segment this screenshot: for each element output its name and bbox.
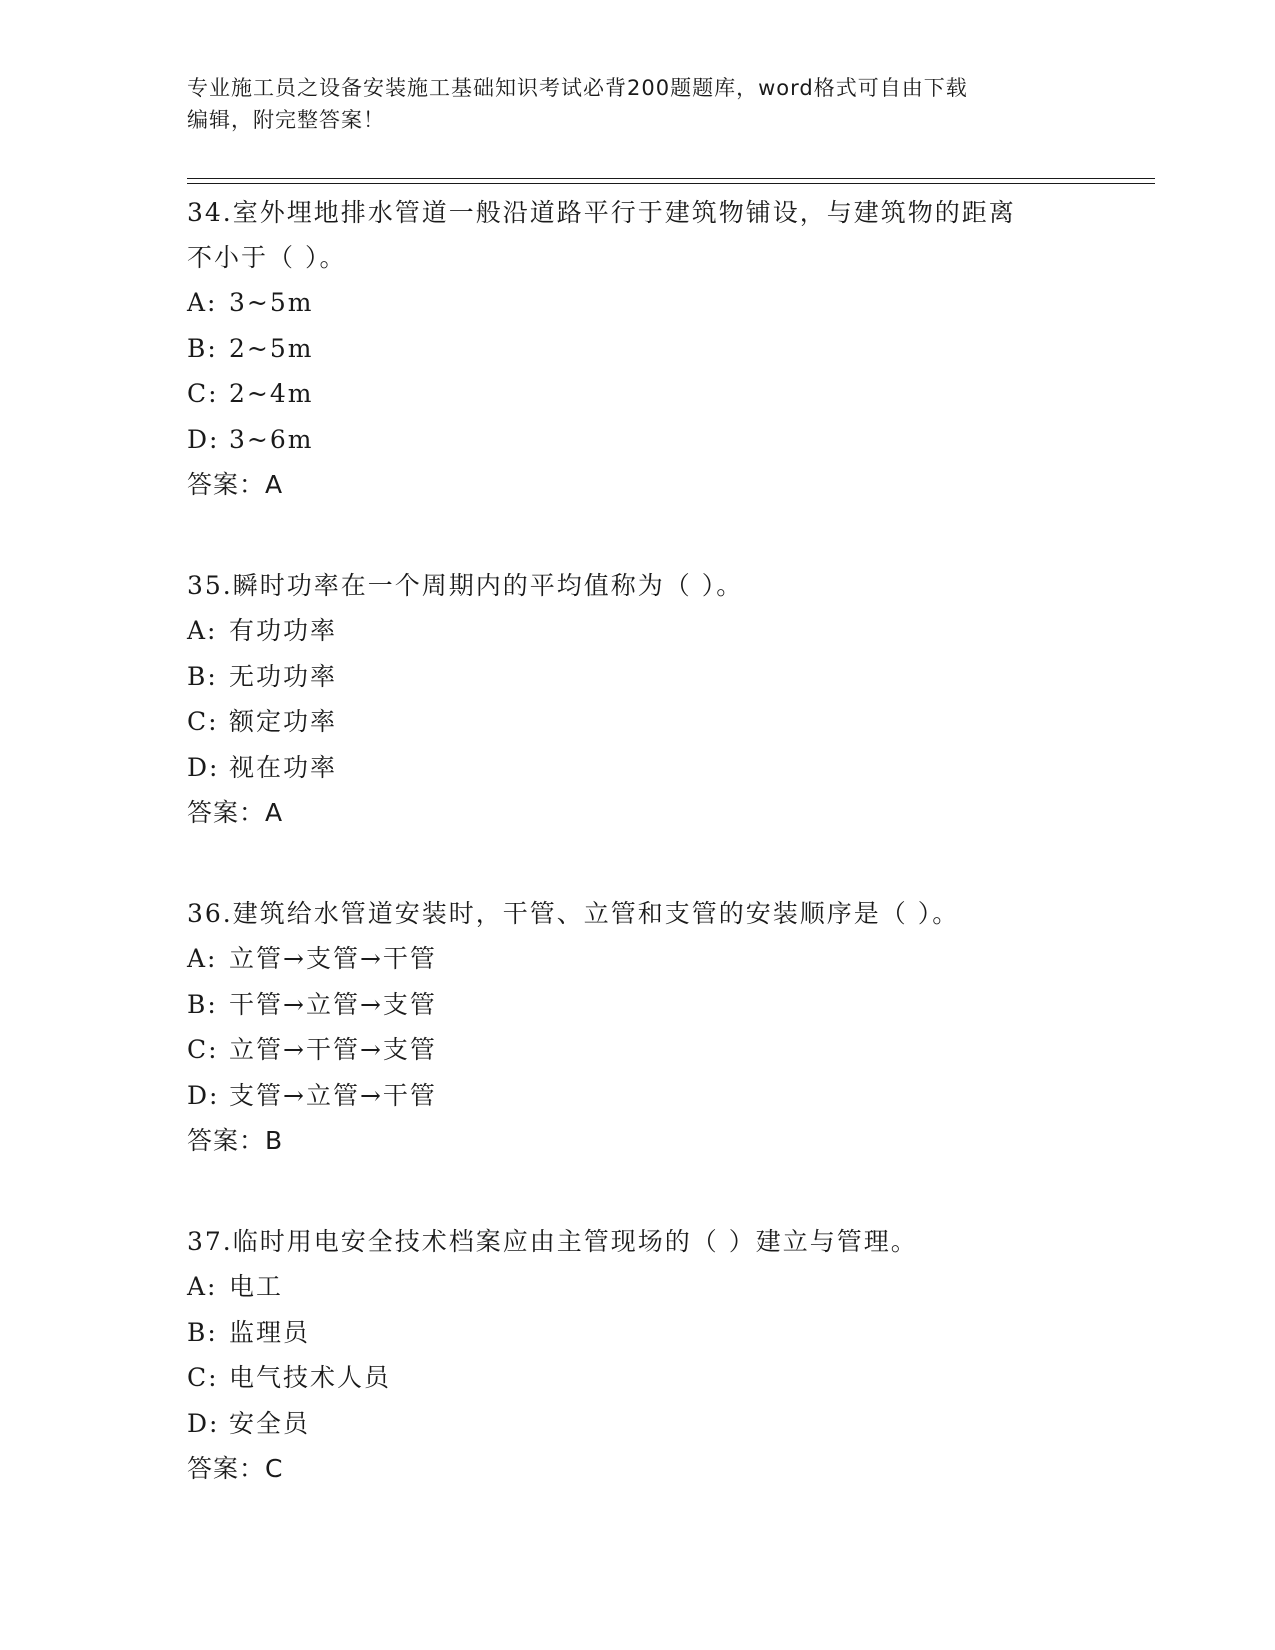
header-divider-top xyxy=(187,178,1155,179)
option-c xyxy=(187,1027,1087,1073)
option-text: 立管→支管→干管 xyxy=(229,944,437,973)
option-letter: D: xyxy=(187,1080,220,1110)
option-letter: A: xyxy=(187,1272,218,1301)
option-letter: A: xyxy=(187,616,218,645)
option-letter: C: xyxy=(187,1035,219,1064)
question-list xyxy=(187,190,1087,1547)
option-text: 支管→立管→干管 xyxy=(229,1080,437,1110)
option-text: 2~4m xyxy=(229,379,314,408)
header-line-1: 专业施工员之设备安装施工基础知识考试必背200题题库，word格式可自由下载 xyxy=(187,76,968,100)
option-letter: B: xyxy=(187,661,218,691)
option-text: 3~5m xyxy=(229,288,314,317)
option-letter: A: xyxy=(187,944,218,973)
option-letter: C: xyxy=(187,1363,219,1392)
option-text: 2~5m xyxy=(229,333,314,363)
option-text: 无功功率 xyxy=(229,661,338,691)
option-c xyxy=(187,1355,1087,1401)
option-a xyxy=(187,1264,1087,1310)
option-letter: D: xyxy=(187,424,220,454)
question-stem: 34.室外埋地排水管道一般沿道路平行于建筑物铺设，与建筑物的距离 xyxy=(187,198,1016,227)
option-text: 立管→干管→支管 xyxy=(229,1035,437,1064)
option-b xyxy=(187,982,1087,1028)
question-stem-continued: 不小于（ ）。 xyxy=(187,243,347,272)
option-letter: C: xyxy=(187,379,219,408)
question-34 xyxy=(187,190,1087,507)
option-text: 有功功率 xyxy=(229,616,338,645)
option-text: 安全员 xyxy=(229,1408,311,1438)
header-line-2: 编辑，附完整答案！ xyxy=(187,108,385,132)
option-text: 干管→立管→支管 xyxy=(229,989,437,1019)
option-text: 视在功率 xyxy=(229,752,338,782)
question-36 xyxy=(187,891,1087,1163)
document-header xyxy=(187,72,1087,136)
option-letter: B: xyxy=(187,333,218,363)
option-letter: B: xyxy=(187,989,218,1019)
option-letter: A: xyxy=(187,288,218,317)
option-b xyxy=(187,326,1087,372)
option-text: 电气技术人员 xyxy=(229,1363,392,1392)
option-d xyxy=(187,745,1087,791)
question-37 xyxy=(187,1219,1087,1491)
option-b xyxy=(187,654,1087,700)
option-text: 3~6m xyxy=(229,424,314,454)
option-text: 额定功率 xyxy=(229,707,338,736)
header-divider-bottom xyxy=(187,183,1155,184)
option-a xyxy=(187,608,1087,654)
option-letter: D: xyxy=(187,1408,220,1438)
option-d xyxy=(187,1073,1087,1119)
option-letter: D: xyxy=(187,752,220,782)
answer: 答案：A xyxy=(187,470,284,499)
option-a xyxy=(187,936,1087,982)
question-35 xyxy=(187,563,1087,835)
option-letter: C: xyxy=(187,707,219,736)
answer: 答案：A xyxy=(187,798,284,827)
option-text: 监理员 xyxy=(229,1317,311,1347)
option-c xyxy=(187,699,1087,745)
question-stem: 37.临时用电安全技术档案应由主管现场的（ ）建立与管理。 xyxy=(187,1227,918,1256)
option-d xyxy=(187,1401,1087,1447)
option-d xyxy=(187,417,1087,463)
answer: 答案：C xyxy=(187,1454,284,1483)
question-stem: 36.建筑给水管道安装时，干管、立管和支管的安装顺序是（ ）。 xyxy=(187,899,960,928)
option-a xyxy=(187,280,1087,326)
option-c xyxy=(187,371,1087,417)
question-stem: 35.瞬时功率在一个周期内的平均值称为（ ）。 xyxy=(187,571,744,600)
option-letter: B: xyxy=(187,1317,218,1347)
option-text: 电工 xyxy=(229,1272,284,1301)
answer: 答案：B xyxy=(187,1126,284,1155)
option-b xyxy=(187,1310,1087,1356)
